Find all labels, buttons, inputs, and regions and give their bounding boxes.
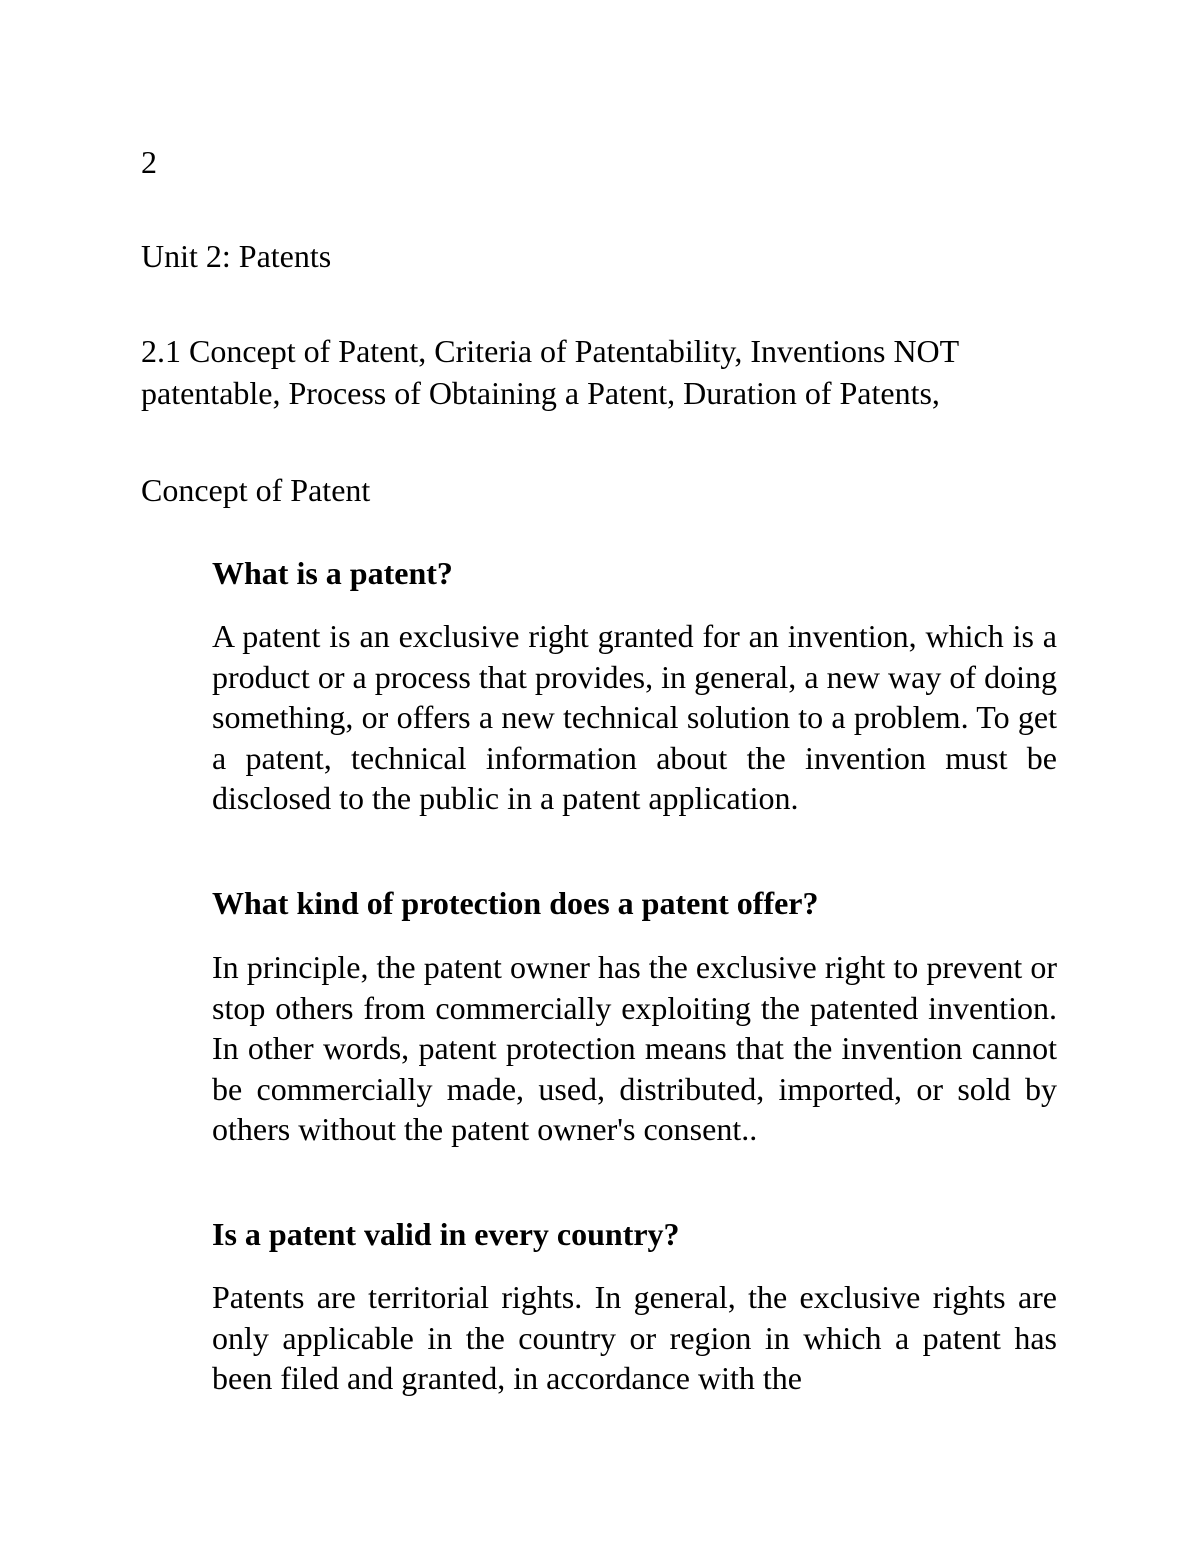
question-protection: What kind of protection does a patent offer? [212, 885, 819, 921]
answer-protection: In principle, the patent owner has the exclusive right to prevent or stop others from commercially exploiting the patented invention. In other words, patent protection means that the invention cannot be commercially made, used, distributed, imported, or sold by others without the patent owner's consent.. [212, 949, 1057, 1147]
section-heading: 2.1 Concept of Patent, Criteria of Patentability, Inventions NOT patentable, Process of Obtaining a Patent, Duration of Patents, [141, 333, 959, 411]
concept-title: Concept of Patent [141, 472, 371, 508]
question-validity: Is a patent valid in every country? [212, 1216, 680, 1252]
answer-what-is-patent: A patent is an exclusive right granted for an invention, which is a product or a process that provides, in general, a new way of doing something, or offers a new technical solution to a problem. To get a patent, technical information about the invention must be disclosed to the public in a patent application. [212, 618, 1057, 816]
answer-validity: Patents are territorial rights. In general, the exclusive rights are only applicable in the country or region in which a patent has been filed and granted, in accordance with the [212, 1279, 1057, 1396]
page-number: 2 [141, 144, 157, 180]
question-what-is-patent: What is a patent? [212, 555, 453, 591]
unit-title: Unit 2: Patents [141, 238, 332, 274]
